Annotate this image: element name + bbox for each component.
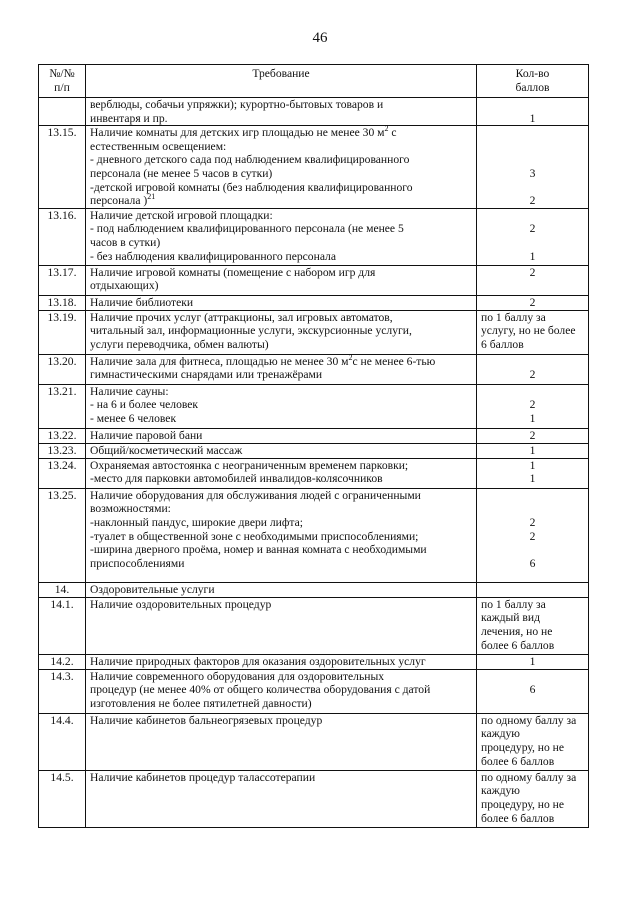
table-row <box>39 582 589 597</box>
row-number: 14.4. <box>39 713 86 770</box>
requirement-line: Наличие современного оборудования для оздоровительных <box>90 669 385 683</box>
table-row <box>39 265 589 295</box>
table-body <box>39 98 589 828</box>
row-number: 13.19. <box>39 310 86 354</box>
row-number: 14.2. <box>39 654 86 669</box>
requirement-line: -место для парковки автомобилей инвалидов-колясочников <box>90 472 383 486</box>
requirement-line: персонала (не менее 5 часов в сутки) <box>90 166 273 180</box>
requirement-line: Наличие сауны: <box>90 384 169 398</box>
points-line: более 6 баллов <box>481 754 555 768</box>
points-line: услугу, но не более <box>481 324 576 338</box>
row-number: 13.21. <box>39 384 86 428</box>
table-row <box>39 488 589 582</box>
requirement-line: процедур (не менее 40% от общего количества оборудования с датой <box>90 683 431 697</box>
requirement-line: Наличие прочих услуг (аттракционы, зал игровых автоматов, <box>90 310 393 324</box>
points-value: 2 <box>529 222 536 236</box>
row-requirement <box>86 295 477 310</box>
requirement-line: -ширина дверного проёма, номер и ванная комната с необходимыми <box>90 543 427 557</box>
points-value: 1 <box>529 111 536 125</box>
points-value: 1 <box>529 472 536 486</box>
table-row <box>39 597 589 654</box>
points-line: более 6 баллов <box>481 638 555 652</box>
row-points <box>477 770 589 827</box>
requirement-line: - менее 6 человек <box>90 411 177 425</box>
points-value: 2 <box>529 515 536 529</box>
requirement-line: Наличие комнаты для детских игр площадью не менее 30 $м^2$ с <box>90 124 397 140</box>
table-row <box>39 713 589 770</box>
row-requirement <box>86 770 477 827</box>
row-points <box>477 384 589 428</box>
points-value <box>481 140 584 154</box>
requirement-line: - без наблюдения квалифицированного персонала <box>90 249 336 263</box>
row-number: 14.5. <box>39 770 86 827</box>
row-requirement <box>86 488 477 582</box>
points-line: каждый вид <box>481 611 540 625</box>
points-value <box>481 543 584 557</box>
requirement-line: -наклонный пандус, широкие двери лифта; <box>90 515 303 529</box>
requirements-table <box>38 64 589 828</box>
points-value: 1 <box>529 443 536 457</box>
points-line: по 1 баллу за <box>481 597 546 611</box>
points-value: 6 <box>529 556 536 570</box>
points-value: 1 <box>529 249 536 263</box>
table-row <box>39 98 589 126</box>
row-points <box>477 458 589 488</box>
row-number: 13.15. <box>39 126 86 209</box>
row-number: 13.17. <box>39 265 86 295</box>
row-points <box>477 582 589 597</box>
row-requirement <box>86 354 477 384</box>
row-points <box>477 669 589 713</box>
table-row <box>39 669 589 713</box>
row-number: 14. <box>39 582 86 597</box>
requirement-line: Наличие природных факторов для оказания оздоровительных услуг <box>90 654 426 668</box>
points-line: каждую <box>481 784 520 798</box>
row-points <box>477 713 589 770</box>
row-points <box>477 443 589 458</box>
points-value <box>481 502 584 516</box>
points-line: лечения, но не <box>481 624 553 638</box>
table-header-row <box>39 65 589 98</box>
row-number: 13.16. <box>39 208 86 265</box>
requirement-line: верблюды, собачьи упряжки); курортно-бытовых товаров и <box>90 98 384 111</box>
points-value <box>481 153 584 167</box>
requirement-line: -детской игровой комнаты (без наблюдения квалифицированного <box>90 180 413 194</box>
superscript: 21 <box>147 192 156 202</box>
points-line: по одному баллу за <box>481 770 577 784</box>
requirement-line: Общий/косметический массаж <box>90 443 243 457</box>
row-requirement <box>86 265 477 295</box>
points-line: более 6 баллов <box>481 811 555 825</box>
points-value <box>481 279 584 293</box>
row-number: 13.24. <box>39 458 86 488</box>
points-line: по 1 баллу за <box>481 310 546 324</box>
requirement-line: Наличие оборудования для обслуживания людей с ограниченными <box>90 488 421 502</box>
row-requirement <box>86 582 477 597</box>
points-value <box>481 583 584 597</box>
row-requirement <box>86 713 477 770</box>
row-number: 13.25. <box>39 488 86 582</box>
points-value <box>481 697 584 711</box>
points-value <box>481 236 584 250</box>
header-requirement: Требование <box>86 65 477 98</box>
points-value: 6 <box>529 683 536 697</box>
requirement-line: - дневного детского сада под наблюдением квалифицированного <box>90 153 410 167</box>
row-points <box>477 488 589 582</box>
points-value <box>481 489 584 503</box>
row-requirement <box>86 654 477 669</box>
table-row <box>39 443 589 458</box>
requirement-line: -туалет в общественной зоне с необходимыми приспособлениями; <box>90 529 419 543</box>
row-requirement <box>86 310 477 354</box>
row-points <box>477 208 589 265</box>
table-row <box>39 458 589 488</box>
points-value <box>481 181 584 195</box>
requirement-line: гимнастическими снарядами или тренажёрами <box>90 368 323 382</box>
row-number <box>39 98 86 126</box>
table-row <box>39 310 589 354</box>
points-value: 2 <box>529 428 536 442</box>
requirement-line: Наличие кабинетов процедур талассотерапии <box>90 770 316 784</box>
header-points: Кол-во баллов <box>477 65 589 98</box>
points-value: 2 <box>529 398 536 412</box>
points-line: 6 баллов <box>481 337 524 351</box>
row-requirement <box>86 126 477 209</box>
row-points <box>477 98 589 126</box>
row-points <box>477 597 589 654</box>
requirement-line: отдыхающих) <box>90 279 159 293</box>
table-row <box>39 770 589 827</box>
points-value <box>481 98 584 112</box>
row-requirement <box>86 384 477 428</box>
points-value <box>481 126 584 140</box>
row-number: 13.23. <box>39 443 86 458</box>
requirement-line: Наличие игровой комнаты (помещение с набором игр для <box>90 265 376 279</box>
requirement-line: Наличие детской игровой площадки: <box>90 208 273 222</box>
row-number: 13.18. <box>39 295 86 310</box>
requirement-line: возможностями: <box>90 502 171 516</box>
points-line: процедуру, но не <box>481 797 565 811</box>
requirement-line: читальный зал, информационные услуги, экскурсионные услуги, <box>90 324 412 338</box>
row-number: 13.20. <box>39 354 86 384</box>
requirement-line: Наличие зала для фитнеса, площадью не менее 30 $м^2с$ не менее 6-тью <box>90 352 436 368</box>
row-requirement <box>86 458 477 488</box>
points-value: 2 <box>529 529 536 543</box>
requirement-line: - под наблюдением квалифицированного персонала (не менее 5 <box>90 222 404 236</box>
row-number: 13.22. <box>39 428 86 443</box>
requirement-line: естественным освещением: <box>90 139 227 153</box>
row-requirement <box>86 428 477 443</box>
requirement-line: Оздоровительные услуги <box>90 582 215 596</box>
row-points <box>477 295 589 310</box>
points-value: 2 <box>529 368 536 382</box>
points-line: процедуру, но не <box>481 740 565 754</box>
requirement-line: инвентаря и пр. <box>90 111 168 125</box>
requirement-line: услуги переводчика, обмен валюты) <box>90 337 269 351</box>
points-value: 2 <box>529 295 536 309</box>
requirement-line: часов в сутки) <box>90 235 161 249</box>
row-requirement <box>86 669 477 713</box>
points-value: 2 <box>529 265 536 279</box>
requirement-line: приспособлениями <box>90 556 185 570</box>
points-value <box>481 385 584 399</box>
page-number: 46 <box>312 30 328 46</box>
row-number: 14.1. <box>39 597 86 654</box>
table-row <box>39 208 589 265</box>
points-value <box>481 209 584 223</box>
header-number: №/№ п/п <box>39 65 86 98</box>
row-number: 14.3. <box>39 669 86 713</box>
row-requirement <box>86 208 477 265</box>
points-value: 2 <box>529 194 536 208</box>
row-points <box>477 310 589 354</box>
row-requirement <box>86 597 477 654</box>
table-row <box>39 126 589 209</box>
table-row <box>39 295 589 310</box>
row-points <box>477 654 589 669</box>
requirement-line: изготовления не более пятилетней давности) <box>90 696 312 710</box>
points-value: 1 <box>529 411 536 425</box>
points-line: по одному баллу за <box>481 713 577 727</box>
table-row <box>39 654 589 669</box>
requirement-line: персонала )$^{21}$ <box>90 192 156 208</box>
row-requirement <box>86 98 477 126</box>
table-row <box>39 428 589 443</box>
requirement-line: Наличие библиотеки <box>90 295 194 309</box>
requirement-line: Наличие оздоровительных процедур <box>90 597 272 611</box>
points-value: 3 <box>529 166 536 180</box>
requirement-line: Наличие паровой бани <box>90 428 203 442</box>
row-points <box>477 354 589 384</box>
row-points <box>477 126 589 209</box>
points-value: 1 <box>529 458 536 472</box>
requirement-line: Охраняемая автостоянка с неограниченным временем парковки; <box>90 458 409 472</box>
points-line: каждую <box>481 727 520 741</box>
points-value: 1 <box>529 654 536 668</box>
points-value <box>481 355 584 369</box>
requirement-line: Наличие кабинетов бальнеогрязевых процедур <box>90 713 323 727</box>
table-row <box>39 354 589 384</box>
table-row <box>39 384 589 428</box>
row-points <box>477 265 589 295</box>
requirement-line: - на 6 и более человек <box>90 398 199 412</box>
row-points <box>477 428 589 443</box>
superscript: 2 <box>384 124 389 134</box>
superscript: 2 <box>348 352 353 362</box>
points-value <box>481 670 584 684</box>
row-requirement <box>86 443 477 458</box>
